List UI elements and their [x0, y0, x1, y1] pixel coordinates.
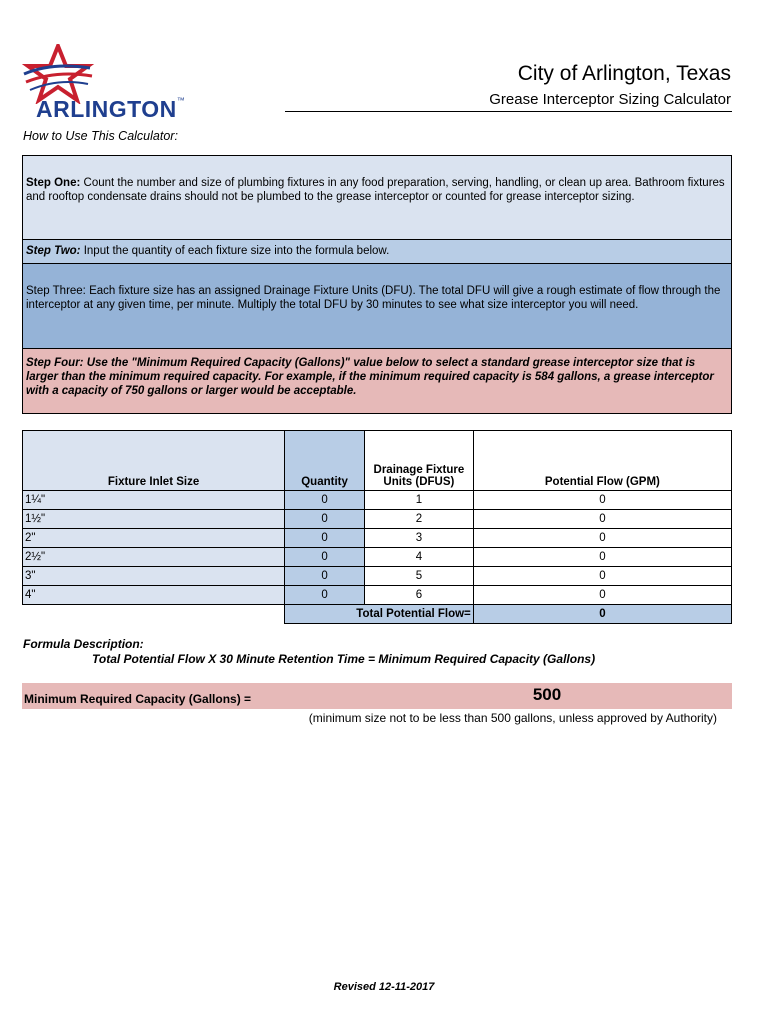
flow-cell: 0 [473, 586, 731, 605]
header-dfus: Drainage Fixture Units (DFUS) [365, 431, 474, 491]
quantity-input[interactable]: 0 [285, 567, 365, 586]
minimum-capacity-bar [22, 683, 732, 709]
arlington-logo [22, 44, 186, 126]
header-fixture-size: Fixture Inlet Size [23, 431, 285, 491]
flow-cell: 0 [473, 529, 731, 548]
page-title: City of Arlington, Texas [517, 62, 731, 85]
table-row [23, 529, 732, 548]
table-row [23, 586, 732, 605]
flow-cell: 0 [473, 548, 731, 567]
minimum-capacity-value: 500 [532, 685, 562, 704]
table-row [23, 491, 732, 510]
quantity-input[interactable]: 0 [285, 529, 365, 548]
title-divider [285, 111, 732, 112]
formula-label: Formula Description: [23, 637, 144, 651]
formula-text: Total Potential Flow X 30 Minute Retention Time = Minimum Required Capacity (Gallons) [92, 652, 596, 666]
step-two: Step Two: Input the quantity of each fixture size into the formula below. [23, 240, 731, 264]
quantity-input[interactable]: 0 [285, 491, 365, 510]
fixture-size-cell: 1¼" [23, 491, 285, 510]
quantity-input[interactable]: 0 [285, 548, 365, 567]
minimum-capacity-label: Minimum Required Capacity (Gallons) = [24, 692, 252, 706]
dfu-cell: 5 [365, 567, 474, 586]
fixture-size-cell: 2" [23, 529, 285, 548]
table-row [23, 567, 732, 586]
fixture-size-cell: 2½" [23, 548, 285, 567]
flow-cell: 0 [473, 491, 731, 510]
fixture-size-cell: 4" [23, 586, 285, 605]
star-logo-icon [22, 44, 102, 104]
total-flow-label: Total Potential Flow= [285, 605, 474, 624]
header-quantity: Quantity [285, 431, 365, 491]
step-four: Step Four: Use the "Minimum Required Capacity (Gallons)" value below to select a standard grease interceptor size that is larger than the minimum required capacity. For example, if the minimum required capacity is 584 gallons, a grease interceptor with a capacity of 750 gallons or larger would be acceptable. [23, 349, 731, 413]
dfu-cell: 3 [365, 529, 474, 548]
header-potential-flow: Potential Flow (GPM) [473, 431, 731, 491]
dfu-cell: 6 [365, 586, 474, 605]
page-subtitle: Grease Interceptor Sizing Calculator [489, 91, 731, 108]
quantity-input[interactable]: 0 [285, 586, 365, 605]
revision-date: Revised 12-11-2017 [333, 981, 435, 993]
total-row [23, 605, 732, 624]
step-three: Step Three: Each fixture size has an assigned Drainage Fixture Units (DFU). The total DFU will give a rough estimate of flow through the interceptor at any given time, per minute. Multiply the total DFU by 30 minutes to see what size interceptor you will need. [23, 264, 731, 349]
logo-wordmark: ARLINGTON™ [36, 96, 186, 122]
total-flow-value: 0 [473, 605, 731, 624]
flow-cell: 0 [473, 510, 731, 529]
dfu-cell: 2 [365, 510, 474, 529]
sizing-table [22, 430, 732, 624]
minimum-capacity-note: (minimum size not to be less than 500 gallons, unless approved by Authority) [308, 711, 717, 725]
fixture-size-cell: 1½" [23, 510, 285, 529]
flow-cell: 0 [473, 567, 731, 586]
instructions-box [22, 155, 732, 414]
dfu-cell: 1 [365, 491, 474, 510]
quantity-input[interactable]: 0 [285, 510, 365, 529]
table-row [23, 548, 732, 567]
how-to-heading: How to Use This Calculator: [23, 129, 178, 143]
step-one: Step One: Count the number and size of plumbing fixtures in any food preparation, serving, handling, or clean up area. Bathroom fixtures and rooftop condensate drains should not be plumbed to the grease interceptor or counted for grease interceptor sizing. [23, 156, 731, 240]
fixture-size-cell: 3" [23, 567, 285, 586]
table-row [23, 510, 732, 529]
dfu-cell: 4 [365, 548, 474, 567]
